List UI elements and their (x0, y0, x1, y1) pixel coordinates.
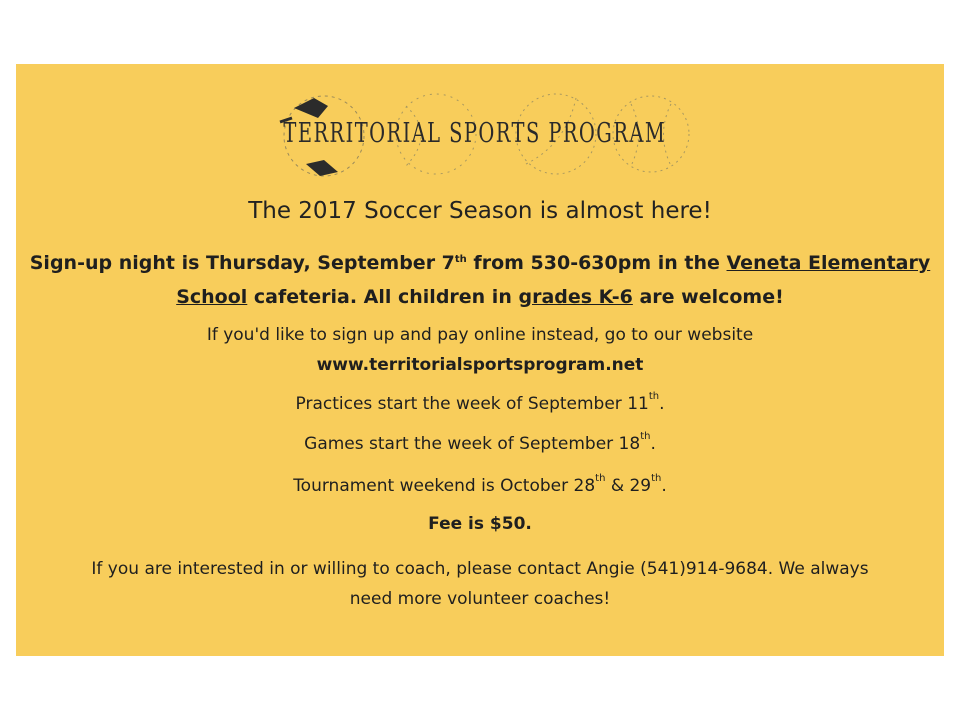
practices-info (16, 391, 944, 414)
practices-text: Practices start the week of September 11 (295, 394, 649, 414)
tournament-info (16, 473, 944, 496)
coach-info (16, 554, 944, 614)
punctuation: . (659, 394, 665, 414)
games-text: Games start the week of September 18 (304, 434, 641, 454)
signup-text: cafeteria. All children in (247, 286, 519, 308)
fee-info: Fee is $50. (428, 514, 532, 534)
signup-text: from 530-630pm in the (466, 252, 727, 274)
flyer (16, 64, 944, 656)
coach-line: need more volunteer coaches! (349, 589, 611, 609)
grades: grades K-6 (518, 286, 633, 308)
punctuation: . (650, 434, 656, 454)
superscript: th (640, 431, 651, 442)
signup-text: are welcome! (632, 286, 784, 308)
tournament-text: & 29 (605, 476, 652, 496)
punctuation: . (661, 476, 667, 496)
headline: The 2017 Soccer Season is almost here! (248, 198, 712, 224)
school-name: Veneta Elementary School (176, 252, 931, 308)
coach-line: If you are interested in or willing to coach, please contact Angie (541)914-9684. We always (91, 559, 869, 579)
logo (266, 84, 696, 184)
superscript: th (651, 473, 662, 484)
superscript: th (595, 473, 606, 484)
superscript: th (648, 391, 660, 402)
online-text: If you'd like to sign up and pay online instead, go to our website (206, 325, 754, 345)
signup-text: Sign-up night is Thursday, September 7 (29, 252, 455, 274)
superscript: th (454, 254, 467, 265)
website-url[interactable]: www.territorialsportsprogram.net (316, 355, 644, 375)
signup-info (16, 246, 944, 314)
games-info (16, 431, 944, 454)
online-signup (16, 320, 944, 380)
logo-text: TERRITORIAL SPORTS PROGRAM (283, 118, 667, 149)
tournament-text: Tournament weekend is October 28 (293, 476, 596, 496)
